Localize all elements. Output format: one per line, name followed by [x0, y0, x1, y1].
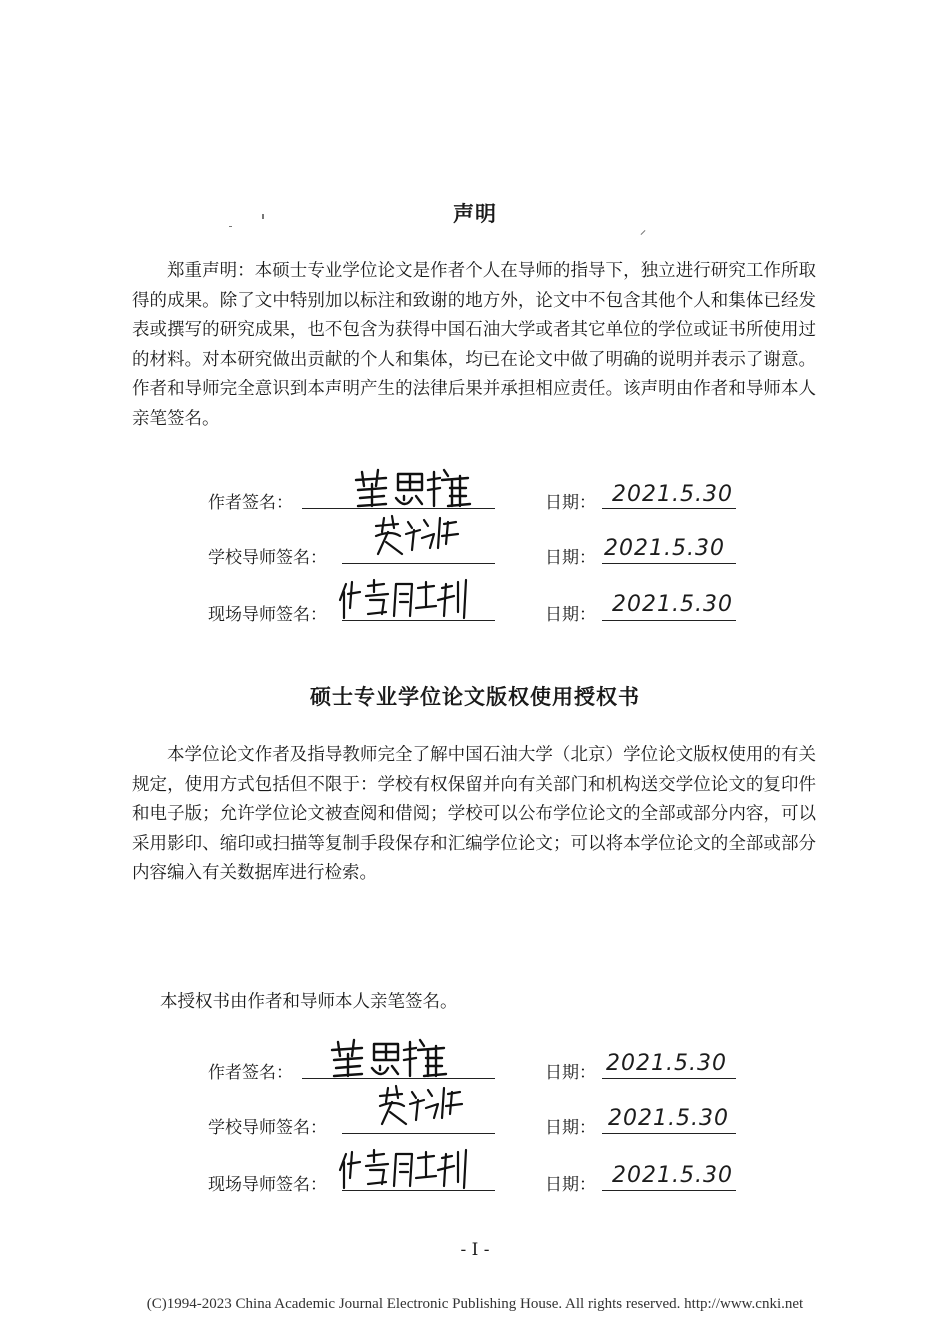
school-advisor-date-line: [602, 563, 736, 564]
onsite-advisor-date: 2021.5.30: [612, 592, 733, 617]
school-advisor-date: 2021.5.30: [604, 536, 725, 561]
auth-author-signature-image: [328, 1036, 448, 1080]
school-advisor-signature-line: [342, 563, 495, 564]
auth-school-advisor-date: 2021.5.30: [608, 1106, 729, 1131]
auth-onsite-advisor-signature-label: 现场导师签名：: [208, 1175, 327, 1195]
author-signature-label: 作者签名：: [208, 493, 293, 513]
declaration-body: 郑重声明：本硕士专业学位论文是作者个人在导师的指导下，独立进行研究工作所取得的成果。除了文中特别加以标注和致谢的地方外，论文中不包含其他个人和集体已经发表或撰写的研究成果，也不包含为获得中国石油大学或者其它单位的学位或证书所使用过的材料。对本研究做出贡献的个人和集体，均已在论文中做了明确的说明并表示了谢意。作者和导师完全意识到本声明产生的法律后果并承担相应责任。该声明由作者和导师本人亲笔签名。: [132, 261, 816, 429]
authorization-note: 本授权书由作者和导师本人亲笔签名。: [160, 992, 458, 1012]
auth-author-date-label: 日期：: [545, 1063, 596, 1083]
authorization-body: 本学位论文作者及指导教师完全了解中国石油大学（北京）学位论文版权使用的有关规定，使用方式包括但不限于：学校有权保留并向有关部门和机构送交学位论文的复印件和电子版；允许学位论文被查阅和借阅；学校可以公布学位论文的全部或部分内容，可以采用影印、缩印或扫描等复制手段保存和汇编学位论文；可以将本学位论文的全部或部分内容编入有关数据库进行检索。: [132, 745, 816, 883]
auth-school-advisor-signature-label: 学校导师签名：: [208, 1118, 327, 1138]
onsite-advisor-date-label: 日期：: [545, 605, 596, 625]
auth-onsite-advisor-date: 2021.5.30: [612, 1163, 733, 1188]
onsite-advisor-signature-image: [338, 578, 470, 622]
onsite-advisor-date-line: [602, 620, 736, 621]
auth-author-date-line: [602, 1078, 736, 1079]
school-advisor-signature-label: 学校导师签名：: [208, 548, 327, 568]
author-date-label: 日期：: [545, 493, 596, 513]
copyright-notice: (C)1994-2023 China Academic Journal Electronic Publishing House. All rights reserved. http://www.cnki.net: [146, 1296, 804, 1312]
auth-school-advisor-signature-image: [376, 1084, 464, 1130]
author-date-line: [602, 508, 736, 509]
auth-author-signature-label: 作者签名：: [208, 1063, 293, 1083]
school-advisor-signature-image: [372, 514, 460, 560]
author-signature-image: [352, 466, 472, 510]
auth-school-advisor-date-line: [602, 1133, 736, 1134]
auth-onsite-advisor-signature-image: [338, 1148, 470, 1192]
auth-author-date: 2021.5.30: [606, 1051, 727, 1076]
declaration-title: 声明: [453, 202, 497, 226]
onsite-advisor-signature-label: 现场导师签名：: [208, 605, 327, 625]
auth-onsite-advisor-date-label: 日期：: [545, 1175, 596, 1195]
auth-school-advisor-date-label: 日期：: [545, 1118, 596, 1138]
scan-speck: [641, 230, 646, 235]
authorization-title: 硕士专业学位论文版权使用授权书: [310, 685, 640, 709]
school-advisor-date-label: 日期：: [545, 548, 596, 568]
auth-school-advisor-signature-line: [342, 1133, 495, 1134]
author-date: 2021.5.30: [612, 482, 733, 507]
page-number: - I -: [460, 1240, 490, 1260]
auth-onsite-advisor-date-line: [602, 1190, 736, 1191]
